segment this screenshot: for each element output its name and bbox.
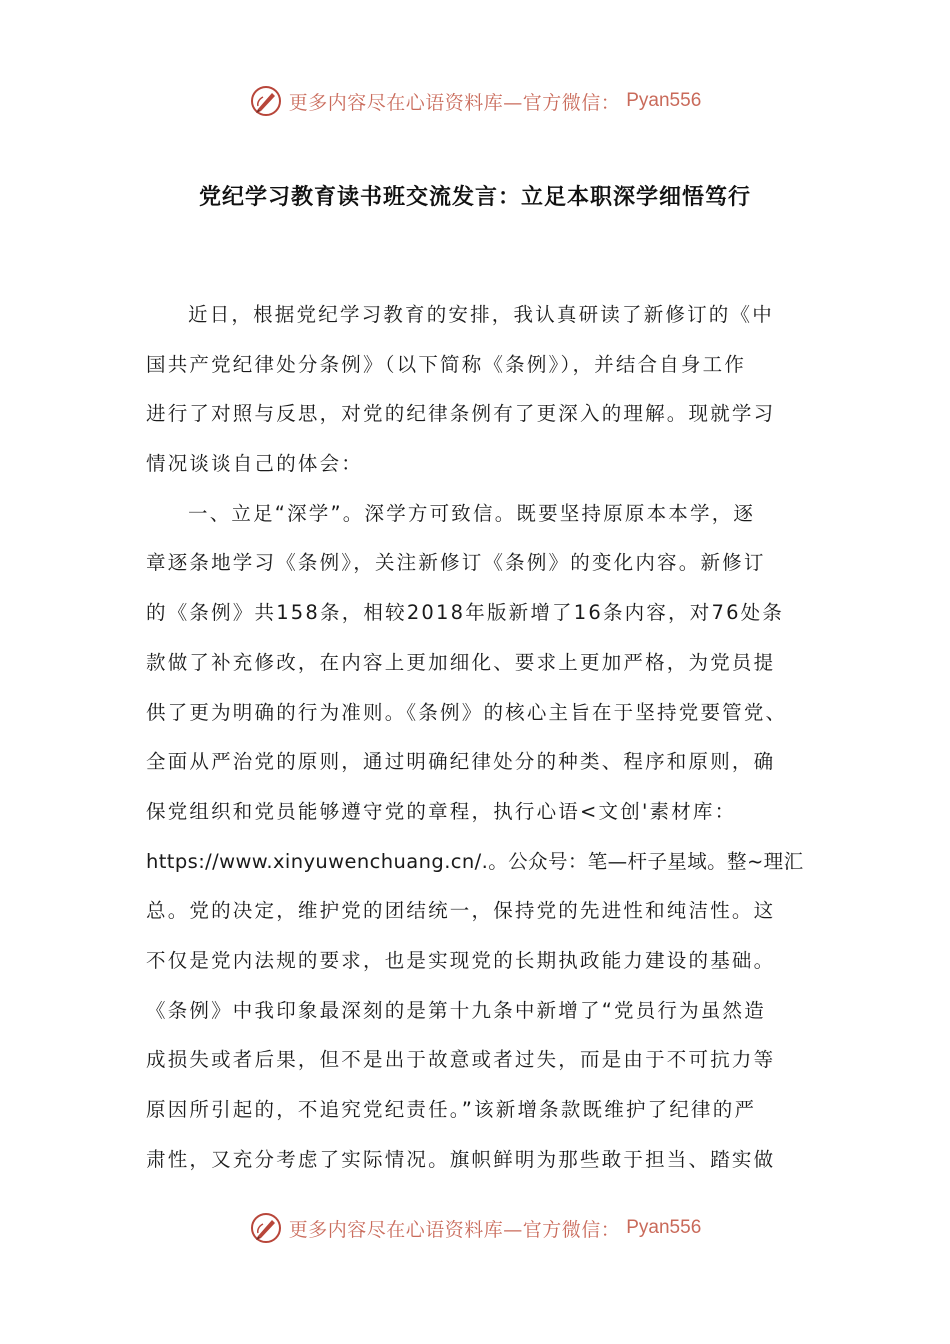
watermark-wechat-id: Pyan556: [626, 1217, 702, 1238]
watermark-text: 更多内容尽在心语资料库—官方微信：: [288, 1218, 621, 1241]
body-line: 成损失或者后果，但不是出于故意或者过失，而是由于不可抗力等: [146, 1048, 776, 1072]
body-line: 的《条例》共158条，相较2018年版新增了16条内容，对76处条: [146, 601, 785, 625]
body-line: 总。党的决定，维护党的团结统一，保持党的先进性和纯洁性。这: [146, 899, 776, 923]
body-line: 肃性，又充分考虑了实际情况。旗帜鲜明为那些敢于担当、踏实做: [146, 1147, 776, 1171]
body-line: 不仅是党内法规的要求，也是实现党的长期执政能力建设的基础。: [146, 948, 776, 972]
pen-logo-icon: [249, 1211, 283, 1245]
watermark-text: 更多内容尽在心语资料库—官方微信：: [288, 91, 621, 114]
body-line: 供了更为明确的行为准则。《条例》的核心主旨在于坚持党要管党、: [146, 700, 788, 724]
watermark-wechat-id: Pyan556: [626, 90, 702, 111]
body-line: 原因所引起的，不追究党纪责任。”该新增条款既维护了纪律的严: [146, 1098, 757, 1121]
header-watermark: [0, 84, 950, 118]
body-line: 章逐条地学习《条例》，关注新修订《条例》的变化内容。新修订: [146, 551, 766, 575]
body-line: 款做了补充修改，在内容上更加细化、要求上更加严格，为党员提: [146, 650, 776, 674]
body-line: https://www.xinyuwenchuang.cn/.。公众号：笔—杆子星域。整~理汇: [146, 849, 804, 873]
pen-logo-icon: [249, 84, 283, 118]
body-line: 情况谈谈自己的体会：: [146, 452, 364, 476]
body-line: 一、立足“深学”。深学方可致信。既要坚持原原本本学，逐: [188, 501, 756, 525]
body-line: 《条例》中我印象最深刻的是第十九条中新增了“党员行为虽然造: [146, 998, 766, 1022]
body-line: 全面从严治党的原则，通过明确纪律处分的种类、程序和原则，确: [146, 750, 776, 774]
body-line: 近日，根据党纪学习教育的安排，我认真研读了新修订的《中: [188, 303, 774, 326]
body-line: 保党组织和党员能够遵守党的章程，执行心语<文创'素材库：: [146, 799, 737, 823]
footer-watermark: [0, 1211, 950, 1245]
document-title: 党纪学习教育读书班交流发言：立足本职深学细悟笃行: [198, 184, 751, 210]
document-body: [146, 290, 808, 1184]
body-line: 国共产党纪律处分条例》（以下简称《条例》），并结合自身工作: [146, 352, 747, 376]
body-line: 进行了对照与反思，对党的纪律条例有了更深入的理解。现就学习: [146, 402, 776, 426]
